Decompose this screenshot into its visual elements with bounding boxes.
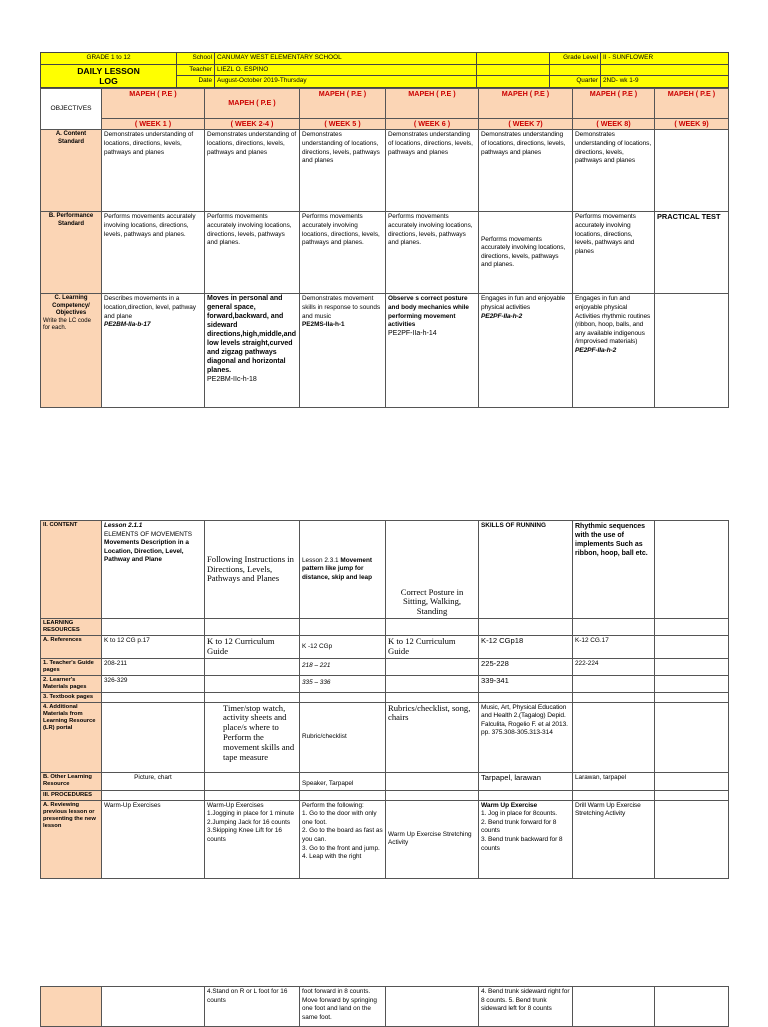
lesson-topic: ELEMENTS OF MOVEMENTS <box>104 530 193 538</box>
review-cell: Warm-Up Exercises <box>102 800 205 878</box>
objectives-label: OBJECTIVES <box>41 88 102 130</box>
school-label: School <box>177 53 215 65</box>
date-label: Date <box>177 76 215 88</box>
empty-cell <box>479 790 573 800</box>
other-cell: Speaker, Tarpapel <box>300 772 386 790</box>
competency-cell <box>386 294 479 408</box>
competency-code: PE2PF-IIa-h-2 <box>481 312 523 320</box>
empty-cell <box>102 790 205 800</box>
learning-resources-label: LEARNING RESOURCES <box>41 619 102 636</box>
empty-cell <box>102 987 205 1027</box>
review-item: 3.Skipping Knee Lift for 16 counts <box>207 827 282 843</box>
continued-label <box>41 987 102 1027</box>
objectives-table <box>40 88 729 409</box>
reference-cell: K to 12 CG p.17 <box>102 636 205 659</box>
competency-text: Describes movements in a location,direction, level, pathway and plane <box>104 295 197 320</box>
teacher-value: LIEZL O. ESPINO <box>215 64 477 76</box>
lesson-subtopic: Movement pattern like jump for distance, skip and leap <box>302 556 372 581</box>
empty-cell <box>386 619 479 636</box>
performance-standard-cell: Performs movements accurately involving locations, directions, levels, pathways and planes. <box>102 212 205 294</box>
empty-cell <box>655 800 729 878</box>
empty-cell <box>655 619 729 636</box>
header-spacer <box>477 76 550 88</box>
other-cell: Picture, chart <box>102 772 205 790</box>
subject-header: MAPEH ( P.E ) <box>479 88 573 118</box>
reference-cell: K to 12 Curriculum Guide <box>386 636 479 659</box>
week-header: ( WEEK 8) <box>573 118 655 130</box>
empty-cell <box>102 692 205 702</box>
performance-standard-cell: Performs movements accurately involving locations, directions, levels, pathways and planes. <box>205 212 300 294</box>
lm-cell <box>205 675 300 692</box>
daily-lesson-log-title <box>41 64 177 87</box>
header-table <box>40 52 729 88</box>
content-standard-cell: Demonstrates understanding of locations, directions, levels, pathways and planes <box>573 130 655 212</box>
empty-cell <box>655 790 729 800</box>
tg-cell: 222-224 <box>573 658 655 675</box>
empty-cell <box>655 702 729 772</box>
performance-standard-label: B. Performance Standard <box>41 212 102 294</box>
lesson-number: Lesson 2.3.1 <box>302 556 339 564</box>
teacher-label: Teacher <box>177 64 215 76</box>
competency-code: PE2PF-IIa-h-14 <box>388 329 437 337</box>
additional-cell <box>102 702 205 772</box>
review-cell <box>479 800 573 878</box>
week-header: ( WEEK 2-4 ) <box>205 118 300 130</box>
empty-cell <box>655 692 729 702</box>
other-cell <box>205 772 300 790</box>
week-header: ( WEEK 7) <box>479 118 573 130</box>
content-standard-cell: Demonstrates understanding of locations, directions, levels, pathways and planes <box>479 130 573 212</box>
week-header: ( WEEK 1 ) <box>102 118 205 130</box>
grade-level-value: II - SUNFLOWER <box>601 53 729 65</box>
header-spacer <box>550 64 601 76</box>
empty-cell <box>655 772 729 790</box>
additional-cell: Rubric/checklist <box>300 702 386 772</box>
content-standard-cell: Demonstrates understanding of locations, directions, levels, pathways and planes <box>102 130 205 212</box>
tg-cell: 218 – 221 <box>300 658 386 675</box>
lm-cell: 335 – 336 <box>300 675 386 692</box>
content-label: II. CONTENT <box>41 521 102 619</box>
content-standard-cell <box>655 130 729 212</box>
title-line-2: LOG <box>99 75 118 86</box>
review-title: Warm-Up Exercises <box>207 801 264 809</box>
review-item: 2. Bend trunk forward for 8 counts <box>481 818 557 835</box>
content-cell: Rhythmic sequences with the use of implements Such as ribbon, hoop, ball etc. <box>573 521 655 619</box>
quarter-label: Quarter <box>550 76 601 88</box>
empty-cell <box>479 619 573 636</box>
content-cell <box>102 521 205 619</box>
empty-cell <box>655 675 729 692</box>
header-spacer <box>477 53 550 65</box>
review-cell: Drill Warm Up Exercise Stretching Activity <box>573 800 655 878</box>
competency-text: Demonstrates movement skills in response to sounds and music <box>302 295 381 320</box>
tg-cell <box>205 658 300 675</box>
review-cell: Warm Up Exercise Stretching Activity <box>386 800 479 878</box>
reference-cell: K -12 CGp <box>300 636 386 659</box>
competency-label-text: C. Learning Competency/ Objectives <box>52 295 90 317</box>
grade-range-label: GRADE 1 to 12 <box>41 53 177 65</box>
lesson-number: Lesson 2.1.1 <box>104 522 143 529</box>
reference-cell: K-12 CG.17 <box>573 636 655 659</box>
empty-cell <box>655 658 729 675</box>
competency-code: PE2MS-IIa-h-1 <box>302 321 345 329</box>
lesson-log-block-3 <box>40 986 728 1027</box>
other-cell <box>386 772 479 790</box>
tg-cell: 225-228 <box>479 658 573 675</box>
review-item: 1.Jogging in place for 1 minute <box>207 810 295 818</box>
tg-cell <box>386 658 479 675</box>
continued-cell: 4.Stand on R or L foot for 16 counts <box>205 987 300 1027</box>
reference-cell: K-12 CGp18 <box>479 636 573 659</box>
lm-cell: 339-341 <box>479 675 573 692</box>
additional-cell: Timer/stop watch, activity sheets and place/s where to Perform the movement skills and tape measure <box>205 702 300 772</box>
empty-cell <box>386 987 479 1027</box>
practical-test-cell: PRACTICAL TEST <box>655 212 729 294</box>
other-cell: Tarpapel, larawan <box>479 772 573 790</box>
other-resources-label: B. Other Learning Resource <box>41 772 102 790</box>
competency-code: PE2BM-IIa-b-17 <box>104 321 151 329</box>
learners-materials-label: 2. Learner's Materials pages <box>41 675 102 692</box>
content-standard-cell: Demonstrates understanding of locations, directions, levels, pathways and planes <box>205 130 300 212</box>
review-item: 2.Jumping Jack for 16 counts <box>207 818 291 826</box>
content-standard-label: A. Content Standard <box>41 130 102 212</box>
header-spacer <box>477 64 550 76</box>
competency-cell <box>655 294 729 408</box>
competency-code: PE2BM-IIc-h-18 <box>207 375 257 383</box>
empty-cell <box>573 619 655 636</box>
week-header: ( WEEK 9) <box>655 118 729 130</box>
competency-text: Engages in fun and enjoyable physical activities <box>481 295 566 311</box>
content-standard-cell: Demonstrates understanding of locations, directions, levels, pathways and planes <box>300 130 386 212</box>
title-line-1: DAILY LESSON <box>77 65 140 76</box>
content-standard-cell: Demonstrates understanding of locations, directions, levels, pathways and planes <box>386 130 479 212</box>
competency-label <box>41 294 102 408</box>
competency-cell <box>479 294 573 408</box>
performance-standard-cell: Performs movements accurately involving locations, directions, levels, pathways and planes <box>573 212 655 294</box>
empty-cell <box>479 692 573 702</box>
other-cell: Larawan, tarpapel <box>573 772 655 790</box>
review-cell <box>300 800 386 878</box>
references-label: A. References <box>41 636 102 659</box>
subject-header: MAPEH ( P.E ) <box>300 88 386 118</box>
continued-table <box>40 986 729 1027</box>
empty-cell <box>386 790 479 800</box>
subject-header: MAPEH ( P.E ) <box>386 88 479 118</box>
reference-cell: K to 12 Curriculum Guide <box>205 636 300 659</box>
empty-cell <box>300 692 386 702</box>
empty-cell <box>300 619 386 636</box>
content-cell <box>655 521 729 619</box>
additional-cell: Music, Art, Physical Education and Health 2.(Tagalog) Depid. Falculita, Rogelio F. et al 2013. pp. 375.308-305.313-314 <box>479 702 573 772</box>
performance-standard-cell: Performs movements accurately involving locations, directions, levels, pathways and planes. <box>479 212 573 294</box>
header-spacer <box>601 64 729 76</box>
content-cell: SKILLS OF RUNNING <box>479 521 573 619</box>
subject-header: MAPEH ( P.E ) <box>655 88 729 118</box>
reviewing-lesson-label: A. Reviewing previous lesson or presenting the new lesson <box>41 800 102 878</box>
empty-cell <box>205 692 300 702</box>
performance-standard-cell: Performs movements accurately involving locations, directions, levels, pathways and planes. <box>300 212 386 294</box>
continued-cell: 4. Bend trunk sideward right for 8 counts. 5. Bend trunk sideward left for 8 counts <box>479 987 573 1027</box>
empty-cell <box>386 692 479 702</box>
review-item: 4. Leap with the right <box>302 853 362 861</box>
content-cell: Following Instructions in Directions, Levels, Pathways and Planes <box>205 521 300 619</box>
review-item: 2. Go to the board as fast as you can. <box>302 827 383 843</box>
empty-cell <box>655 636 729 659</box>
empty-cell <box>205 790 300 800</box>
review-title: Perform the following: <box>302 801 364 809</box>
review-cell <box>205 800 300 878</box>
competency-note: Write the LC code for each. <box>43 317 91 332</box>
competency-cell <box>205 294 300 408</box>
procedures-label: III. PROCEDURES <box>41 790 102 800</box>
competency-text: Engages in fun and enjoyable physical Activities rhythmic routines (ribbon, hoop, balls, and any available indigenous /improvised materials) <box>575 295 651 346</box>
tg-cell: 208-211 <box>102 658 205 675</box>
quarter-value: 2ND- wk 1-9 <box>601 76 729 88</box>
content-resources-table <box>40 520 729 879</box>
empty-cell <box>300 790 386 800</box>
additional-cell <box>573 702 655 772</box>
review-item: 1. Jog in place for 8counts. <box>481 810 558 818</box>
review-item: 3. Bend trunk backward for 8 counts <box>481 835 563 852</box>
week-header: ( WEEK 5 ) <box>300 118 386 130</box>
school-value: CANUMAY WEST ELEMENTARY SCHOOL <box>215 53 477 65</box>
empty-cell <box>205 619 300 636</box>
competency-text: Observe s correct posture and body mechanics while performing movement activities <box>388 295 469 329</box>
subject-header: MAPEH ( P.E ) <box>573 88 655 118</box>
grade-level-label: Grade Level <box>550 53 601 65</box>
lm-cell: 326-329 <box>102 675 205 692</box>
review-item: 3. Go to the front and jump. <box>302 844 380 852</box>
empty-cell <box>102 619 205 636</box>
additional-materials-label: 4. Additional Materials from Learning Resource (LR) portal <box>41 702 102 772</box>
teachers-guide-label: 1. Teacher's Guide pages <box>41 658 102 675</box>
empty-cell <box>655 987 729 1027</box>
textbook-label: 3. Textbook pages <box>41 692 102 702</box>
empty-cell <box>573 987 655 1027</box>
competency-cell <box>300 294 386 408</box>
content-cell: Correct Posture in Sitting, Walking, Standing <box>386 521 479 619</box>
week-header: ( WEEK 6 ) <box>386 118 479 130</box>
lm-cell <box>573 675 655 692</box>
lm-cell <box>386 675 479 692</box>
subject-header: MAPEH ( P.E ) <box>205 88 300 118</box>
subject-header: MAPEH ( P.E ) <box>102 88 205 118</box>
lesson-log-block-2 <box>40 520 728 879</box>
competency-cell <box>102 294 205 408</box>
continued-cell: foot forward in 8 counts. Move forward by springing one foot and land on the same foot. <box>300 987 386 1027</box>
additional-cell: Rubrics/checklist, song, chairs <box>386 702 479 772</box>
competency-text: Moves in personal and general space, forward,backward, and sideward directions,high,middle,and low levels straight,curved and zigzag pathways diagonal and horizontal planes. <box>207 295 297 374</box>
competency-cell <box>573 294 655 408</box>
performance-standard-cell: Performs movements accurately involving locations, directions, levels, pathways and planes. <box>386 212 479 294</box>
review-title: Warm Up Exercise <box>481 801 538 809</box>
empty-cell <box>573 790 655 800</box>
lesson-subtopic: Movements Description in a Location, Direction, Level, Pathway and Plane <box>104 539 189 564</box>
lesson-log-block-1 <box>40 52 728 408</box>
content-cell <box>300 521 386 619</box>
competency-code: PE2PF-IIa-h-2 <box>575 346 617 354</box>
review-item: 1. Go to the door with only one foot. <box>302 810 377 826</box>
empty-cell <box>573 692 655 702</box>
date-value: August-October 2019-Thursday <box>215 76 477 88</box>
